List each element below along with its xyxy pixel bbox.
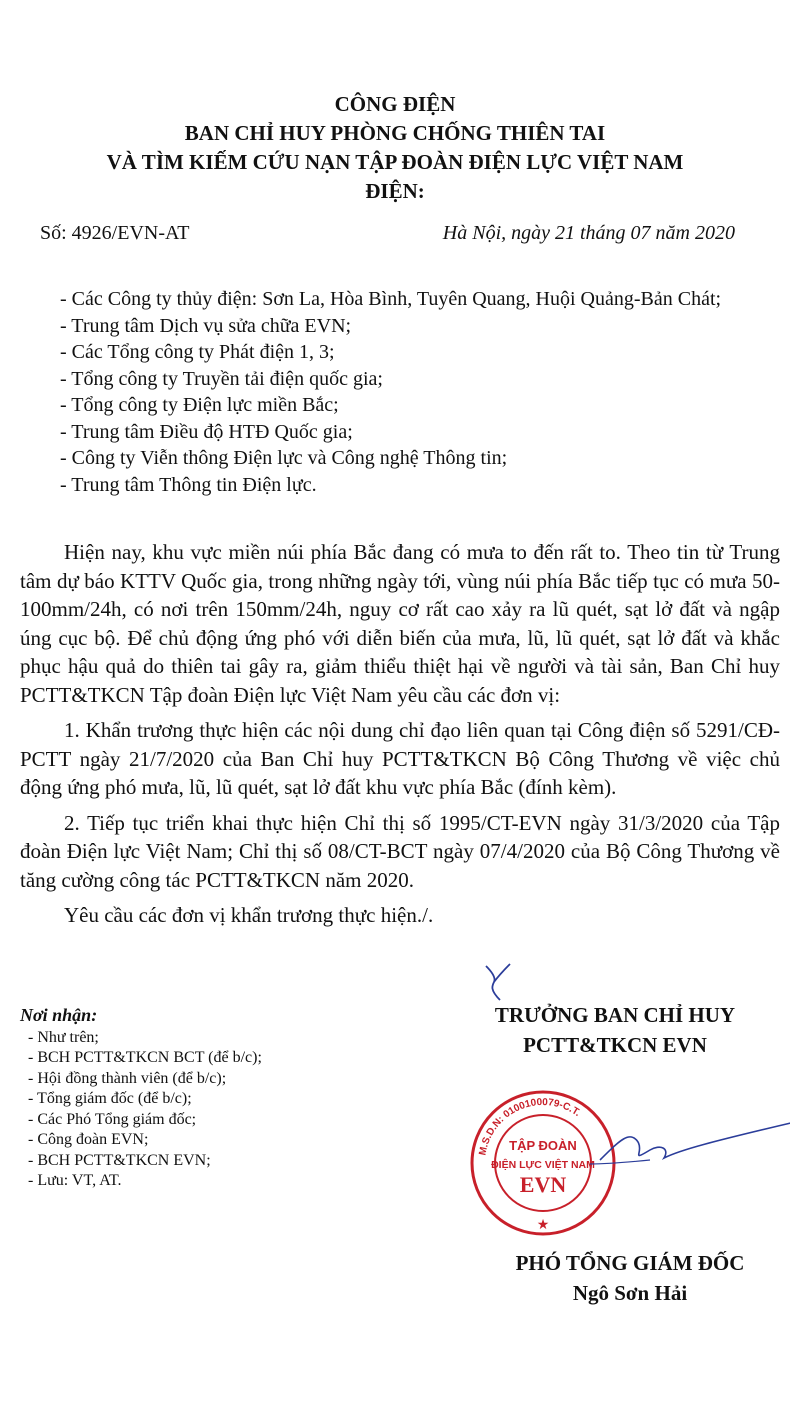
signer-block [480,1248,780,1308]
distribution-item: - BCH PCTT&TKCN BCT (để b/c); [28,1049,262,1066]
handwritten-tick-mark [478,960,518,1005]
seal-line-3: EVN [519,1172,567,1197]
seal-line-1: TẬP ĐOÀN [509,1138,577,1153]
distribution-item: - Như trên; [28,1028,99,1046]
svg-text:★: ★ [536,1216,550,1232]
handwritten-signature [560,1120,790,1180]
document-header [0,90,790,206]
distribution-title: Nơi nhận: [20,1005,98,1025]
issuer-line-1: BAN CHỈ HUY PHÒNG CHỐNG THIÊN TAI [184,121,606,145]
signer-position: PHÓ TỔNG GIÁM ĐỐC [515,1251,745,1275]
body-paragraph: Yêu cầu các đơn vị khẩn trương thực hiện./. [64,903,434,927]
distribution-item: - Lưu: VT, AT. [28,1172,122,1189]
seal-ring-text: M.S.D.N: 0100100079-C.T. [477,1096,583,1157]
distribution-item: - Các Phó Tổng giám đốc; [28,1110,197,1128]
document-number: Số: 4926/EVN-AT [40,222,190,244]
recipient-item: - Các Tổng công ty Phát điện 1, 3; [60,341,335,363]
seal-line-2: ĐIỆN LỰC VIỆT NAM [491,1159,595,1171]
distribution-item: - Tổng giám đốc (để b/c); [28,1090,192,1107]
document-date: Hà Nội, ngày 21 tháng 07 năm 2020 [442,222,735,244]
distribution-item: - Hội đồng thành viên (để b/c); [28,1069,227,1087]
distribution-item: - Công đoàn EVN; [28,1131,149,1148]
signer-name: Ngô Sơn Hải [572,1281,688,1305]
recipient-item: - Trung tâm Thông tin Điện lực. [60,473,317,496]
recipient-list [60,286,780,498]
distribution-list [20,1005,360,1192]
recipient-item: - Tổng công ty Truyền tải điện quốc gia; [60,367,383,390]
body-paragraph: 1. Khẩn trương thực hiện các nội dung chỉ đạo liên quan tại Công điện số 5291/CĐ-PCTT ngày 21/7/2020 của Ban Chỉ huy PCTT&TKCN Bộ Công Thương về việc chủ động ứng phó mưa, lũ, lũ quét, sạt lở đất khu vực phía Bắc (đính kèm). [20,718,780,799]
distribution-item: - BCH PCTT&TKCN EVN; [28,1151,211,1169]
body-paragraph: Hiện nay, khu vực miền núi phía Bắc đang có mưa to đến rất to. Theo tin từ Trung tâm dự báo KTTV Quốc gia, trong những ngày tới, vùng núi phía Bắc tiếp tục có mưa 50-100mm/24h, có nơi trên 150mm/24h, nguy cơ rất cao xảy ra lũ quét, sạt lở đất và ngập úng cục bộ. Để chủ động ứng phó với diễn biến của mưa, lũ, lũ quét, sạt lở đất và khắc phục hậu quả do thiên tai gây ra, giảm thiểu thiệt hại về người và tài sản, Ban Chỉ huy PCTT&TKCN Tập đoàn Điện lực Việt Nam yêu cầu các đơn vị: [20,540,780,707]
signature-block [440,1000,790,1060]
doc-type-title: CÔNG ĐIỆN [334,92,456,116]
recipient-item: - Trung tâm Điều độ HTĐ Quốc gia; [60,420,353,443]
recipient-item: - Công ty Viễn thông Điện lực và Công nghệ Thông tin; [60,447,508,469]
recipient-item: - Tổng công ty Điện lực miền Bắc; [60,394,339,416]
number-date-line [40,222,735,245]
signer-title-1: TRƯỞNG BAN CHỈ HUY [494,1003,736,1027]
recipient-item: - Trung tâm Dịch vụ sửa chữa EVN; [60,314,352,337]
signer-title-2: PCTT&TKCN EVN [523,1033,707,1057]
recipient-item: - Các Công ty thủy điện: Sơn La, Hòa Bình, Tuyên Quang, Huội Quảng-Bản Chát; [60,288,722,310]
to-label: ĐIỆN: [365,179,425,203]
body-paragraph: 2. Tiếp tục triển khai thực hiện Chỉ thị số 1995/CT-EVN ngày 31/3/2020 của Tập đoàn Điện lực Việt Nam; Chỉ thị số 08/CT-BCT ngày 07/4/2020 của Bộ Công Thương về tăng cường công tác PCTT&TKCN năm 2020. [20,810,780,892]
document-body [20,538,780,937]
issuer-line-2: VÀ TÌM KIẾM CỨU NẠN TẬP ĐOÀN ĐIỆN LỰC VIỆT NAM [106,150,684,174]
